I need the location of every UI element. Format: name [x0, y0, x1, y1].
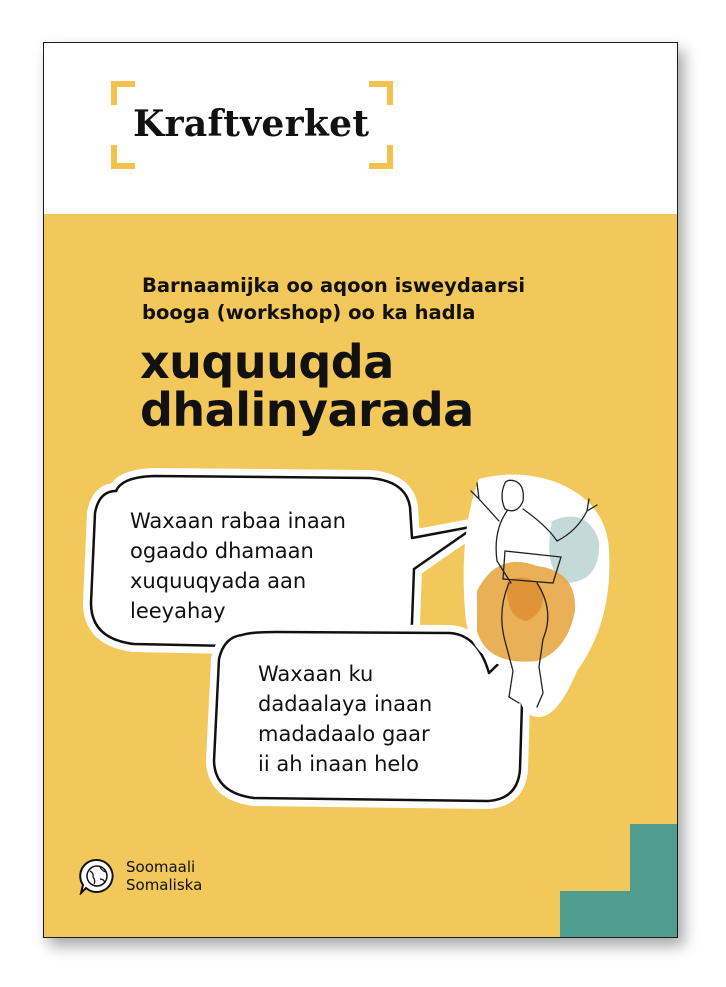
- title-line: dhalinyarada: [140, 383, 474, 437]
- title-line: xuquuqda: [140, 335, 394, 389]
- bubble-1-text: [130, 506, 410, 626]
- bubble-line: Waxaan rabaa inaan: [130, 509, 346, 533]
- language-label: [78, 857, 202, 895]
- language-native: Soomaali: [126, 858, 196, 876]
- bubble-line: ogaado dhamaan: [130, 539, 314, 563]
- logo-text: Kraftverket: [133, 103, 370, 145]
- bubble-line: leeyahay: [130, 599, 226, 623]
- bubble-line: madadaalo gaar: [258, 722, 430, 746]
- subtitle-line: booga (workshop) oo ka hadla: [142, 301, 476, 324]
- bubble-line: dadaalaya inaan: [258, 692, 433, 716]
- bubble-line: ii ah inaan helo: [258, 752, 419, 776]
- bubble-line: xuquuqyada aan: [130, 569, 307, 593]
- dancing-person-icon: [457, 471, 617, 721]
- language-swedish: Somaliska: [126, 876, 203, 894]
- bubble-line: Waxaan ku: [258, 662, 374, 686]
- brochure-page: [43, 42, 678, 938]
- globe-speech-icon: [78, 857, 116, 895]
- corner-decoration: [560, 891, 640, 938]
- subtitle-line: Barnaamijka oo aqoon isweydaarsi: [142, 274, 526, 297]
